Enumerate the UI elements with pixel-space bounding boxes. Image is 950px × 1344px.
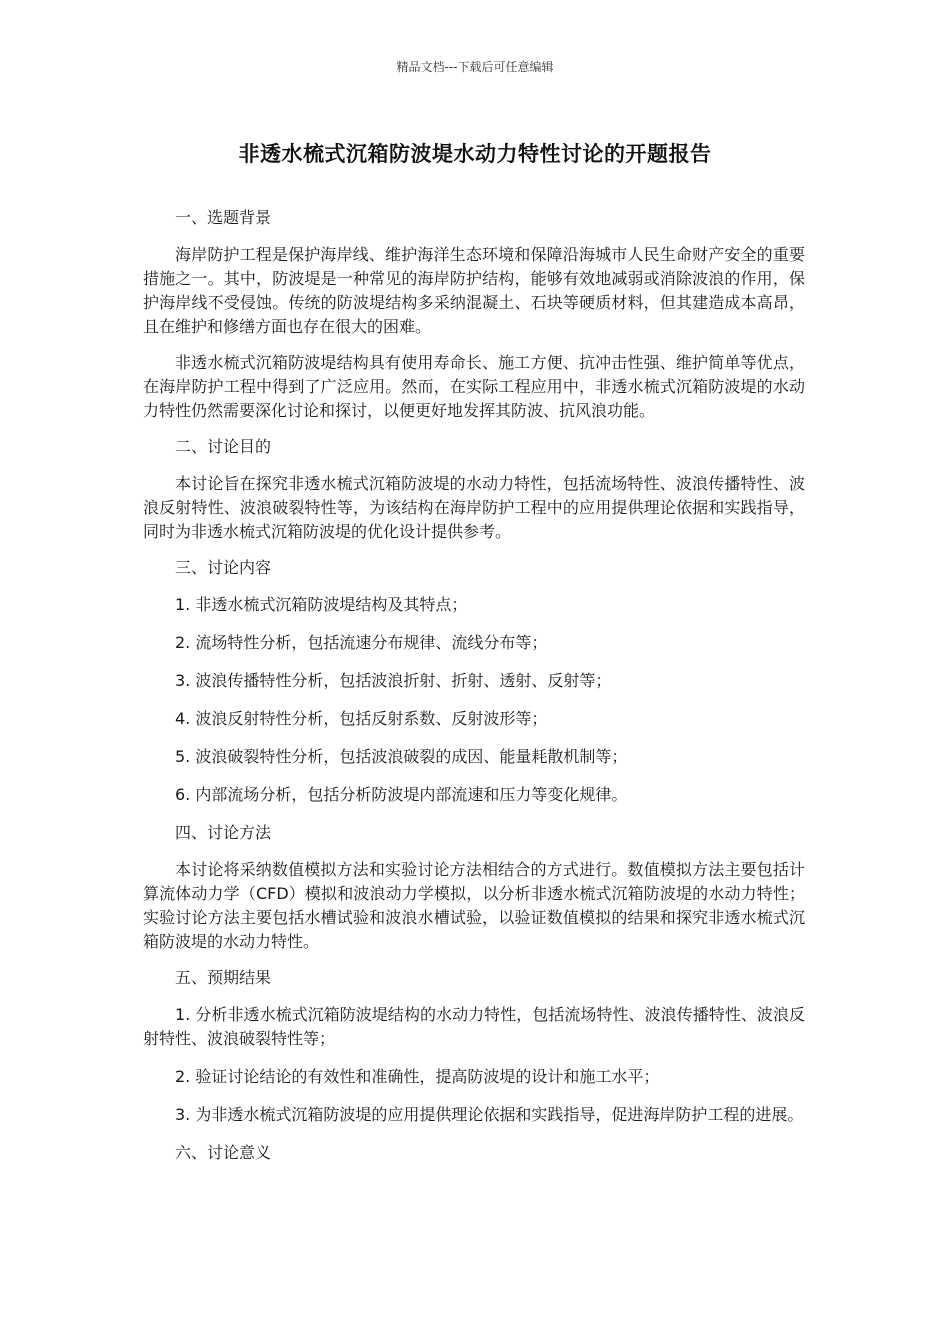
list-item: 3. 为非透水梳式沉箱防波堤的应用提供理论依据和实践指导，促进海岸防护工程的进展。 [175,1105,804,1124]
header-note: 精品文档---下载后可任意编辑 [396,60,554,74]
section-heading-expected-results: 五、预期结果 [175,968,272,987]
list-item: 4. 波浪反射特性分析，包括反射系数、反射波形等； [175,709,548,728]
section-heading-significance: 六、讨论意义 [175,1143,272,1162]
list-item: 6. 内部流场分析，包括分析防波堤内部流速和压力等变化规律。 [175,785,628,804]
list-item: 5. 波浪破裂特性分析，包括波浪破裂的成因、能量耗散机制等； [175,747,628,766]
document-body [143,206,805,1178]
section-heading-content: 三、讨论内容 [175,558,272,577]
list-item: 3. 波浪传播特性分析，包括波浪折射、折射、透射、反射等； [175,671,612,690]
list-item: 2. 验证讨论结论的有效性和准确性，提高防波堤的设计和施工水平； [175,1067,660,1086]
paragraph: 本讨论将采纳数值模拟方法和实验讨论方法相结合的方式进行。数值模拟方法主要包括计算流体动力学（CFD）模拟和波浪动力学模拟，以分析非透水梳式沉箱防波堤的水动力特性；实验讨论方法主要包括水槽试验和波浪水槽试验，以验证数值模拟的结果和探究非透水梳式沉箱防波堤的水动力特性。 [143,860,805,951]
list-item: 1. 非透水梳式沉箱防波堤结构及其特点； [175,595,468,614]
paragraph: 本讨论旨在探究非透水梳式沉箱防波堤的水动力特性，包括流场特性、波浪传播特性、波浪反射特性、波浪破裂特性等，为该结构在海岸防护工程中的应用提供理论依据和实践指导，同时为非透水梳式沉箱防波堤的优化设计提供参考。 [143,474,805,541]
list-item: 2. 流场特性分析，包括流速分布规律、流线分布等； [175,633,548,652]
list-item: 1. 分析非透水梳式沉箱防波堤结构的水动力特性，包括流场特性、波浪传播特性、波浪反射特性、波浪破裂特性等； [143,1005,805,1048]
paragraph: 非透水梳式沉箱防波堤结构具有使用寿命长、施工方便、抗冲击性强、维护简单等优点，在海岸防护工程中得到了广泛应用。然而，在实际工程应用中，非透水梳式沉箱防波堤的水动力特性仍然需要深化讨论和探讨，以便更好地发挥其防波、抗风浪功能。 [143,353,805,420]
section-heading-background: 一、选题背景 [175,208,272,227]
section-heading-method: 四、讨论方法 [175,823,272,842]
document-title: 非透水梳式沉箱防波堤水动力特性讨论的开题报告 [238,142,712,166]
paragraph: 海岸防护工程是保护海岸线、维护海洋生态环境和保障沿海城市人民生命财产安全的重要措施之一。其中，防波堤是一种常见的海岸防护结构，能够有效地减弱或消除波浪的作用，保护海岸线不受侵蚀。传统的防波堤结构多采纳混凝土、石块等硬质材料，但其建造成本高昂，且在维护和修缮方面也存在很大的困难。 [143,245,805,336]
section-heading-purpose: 二、讨论目的 [175,437,272,456]
